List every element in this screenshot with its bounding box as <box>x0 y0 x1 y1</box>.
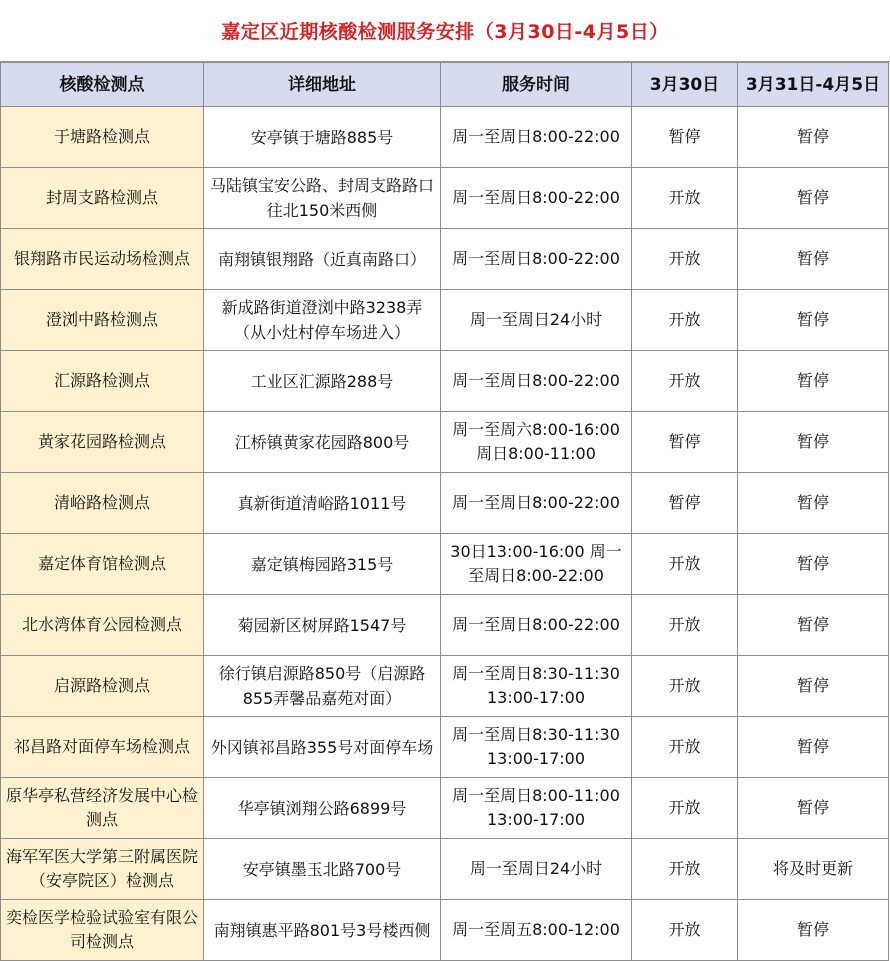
status-later: 暂停 <box>738 900 889 961</box>
table-row <box>1 473 889 534</box>
status-later: 暂停 <box>738 473 889 534</box>
status-later: 暂停 <box>738 717 889 778</box>
status-later: 暂停 <box>738 778 889 839</box>
status-mar30: 开放 <box>632 595 738 656</box>
status-later: 暂停 <box>738 351 889 412</box>
site-hours: 周一至周日8:00-22:00 <box>441 351 632 412</box>
status-mar30: 开放 <box>632 534 738 595</box>
site-name: 北水湾体育公园检测点 <box>1 595 204 656</box>
site-name: 嘉定体育馆检测点 <box>1 534 204 595</box>
site-name: 奕检医学检验试验室有限公司检测点 <box>1 900 204 961</box>
site-address: 外冈镇祁昌路355号对面停车场 <box>204 717 441 778</box>
table-row <box>1 229 889 290</box>
table-row <box>1 534 889 595</box>
site-hours: 周一至周日8:00-11:00 13:00-17:00 <box>441 778 632 839</box>
status-later: 暂停 <box>738 290 889 351</box>
status-later: 暂停 <box>738 534 889 595</box>
site-hours: 周一至周日24小时 <box>441 290 632 351</box>
header-hours: 服务时间 <box>441 63 632 107</box>
status-later: 将及时更新 <box>738 839 889 900</box>
site-hours: 周一至周日8:00-22:00 <box>441 229 632 290</box>
status-mar30: 开放 <box>632 839 738 900</box>
status-later: 暂停 <box>738 412 889 473</box>
site-address: 嘉定镇梅园路315号 <box>204 534 441 595</box>
site-name: 澄浏中路检测点 <box>1 290 204 351</box>
status-mar30: 开放 <box>632 351 738 412</box>
status-mar30: 开放 <box>632 717 738 778</box>
site-hours: 周一至周日8:00-22:00 <box>441 595 632 656</box>
site-hours: 周一至周日8:00-22:00 <box>441 107 632 168</box>
site-address: 真新街道清峪路1011号 <box>204 473 441 534</box>
table-row <box>1 412 889 473</box>
status-mar30: 暂停 <box>632 107 738 168</box>
site-name: 清峪路检测点 <box>1 473 204 534</box>
table-row <box>1 900 889 961</box>
site-hours: 30日13:00-16:00 周一至周日8:00-22:00 <box>441 534 632 595</box>
site-name: 于塘路检测点 <box>1 107 204 168</box>
table-row <box>1 595 889 656</box>
status-mar30: 暂停 <box>632 412 738 473</box>
status-mar30: 开放 <box>632 290 738 351</box>
status-later: 暂停 <box>738 107 889 168</box>
site-address: 徐行镇启源路850号（启源路855弄馨品嘉苑对面） <box>204 656 441 717</box>
site-address: 华亭镇浏翔公路6899号 <box>204 778 441 839</box>
table-row <box>1 656 889 717</box>
site-hours: 周一至周日8:30-11:30 13:00-17:00 <box>441 717 632 778</box>
site-name: 启源路检测点 <box>1 656 204 717</box>
table-row <box>1 351 889 412</box>
status-mar30: 开放 <box>632 229 738 290</box>
header-row <box>1 63 889 107</box>
site-address: 南翔镇惠平路801号3号楼西侧 <box>204 900 441 961</box>
site-address: 江桥镇黄家花园路800号 <box>204 412 441 473</box>
status-mar30: 暂停 <box>632 473 738 534</box>
site-name: 封周支路检测点 <box>1 168 204 229</box>
site-name: 祁昌路对面停车场检测点 <box>1 717 204 778</box>
site-hours: 周一至周日8:00-22:00 <box>441 473 632 534</box>
status-mar30: 开放 <box>632 168 738 229</box>
table-row <box>1 717 889 778</box>
table-row <box>1 107 889 168</box>
header-mar30: 3月30日 <box>632 63 738 107</box>
site-hours: 周一至周六8:00-16:00 周日8:00-11:00 <box>441 412 632 473</box>
header-address: 详细地址 <box>204 63 441 107</box>
status-mar30: 开放 <box>632 778 738 839</box>
header-site: 核酸检测点 <box>1 63 204 107</box>
site-name: 黄家花园路检测点 <box>1 412 204 473</box>
site-address: 菊园新区树屏路1547号 <box>204 595 441 656</box>
site-name: 汇源路检测点 <box>1 351 204 412</box>
status-mar30: 开放 <box>632 900 738 961</box>
site-hours: 周一至周日24小时 <box>441 839 632 900</box>
testing-sites-table <box>0 62 889 961</box>
site-hours: 周一至周五8:00-12:00 <box>441 900 632 961</box>
status-mar30: 开放 <box>632 656 738 717</box>
site-hours: 周一至周日8:00-22:00 <box>441 168 632 229</box>
site-address: 安亭镇墨玉北路700号 <box>204 839 441 900</box>
table-row <box>1 778 889 839</box>
site-address: 安亭镇于塘路885号 <box>204 107 441 168</box>
table-row <box>1 290 889 351</box>
header-mar31-apr5: 3月31日-4月5日 <box>738 63 889 107</box>
site-name: 海军军医大学第三附属医院（安亭院区）检测点 <box>1 839 204 900</box>
status-later: 暂停 <box>738 168 889 229</box>
status-later: 暂停 <box>738 656 889 717</box>
status-later: 暂停 <box>738 229 889 290</box>
sheet-title: 嘉定区近期核酸检测服务安排（3月30日-4月5日） <box>0 0 890 62</box>
status-later: 暂停 <box>738 595 889 656</box>
table-row <box>1 168 889 229</box>
site-address: 马陆镇宝安公路、封周支路路口往北150米西侧 <box>204 168 441 229</box>
site-hours: 周一至周日8:30-11:30 13:00-17:00 <box>441 656 632 717</box>
site-name: 银翔路市民运动场检测点 <box>1 229 204 290</box>
table-row <box>1 839 889 900</box>
site-address: 工业区汇源路288号 <box>204 351 441 412</box>
site-address: 南翔镇银翔路（近真南路口） <box>204 229 441 290</box>
site-name: 原华亭私营经济发展中心检测点 <box>1 778 204 839</box>
site-address: 新成路街道澄浏中路3238弄（从小灶村停车场进入） <box>204 290 441 351</box>
